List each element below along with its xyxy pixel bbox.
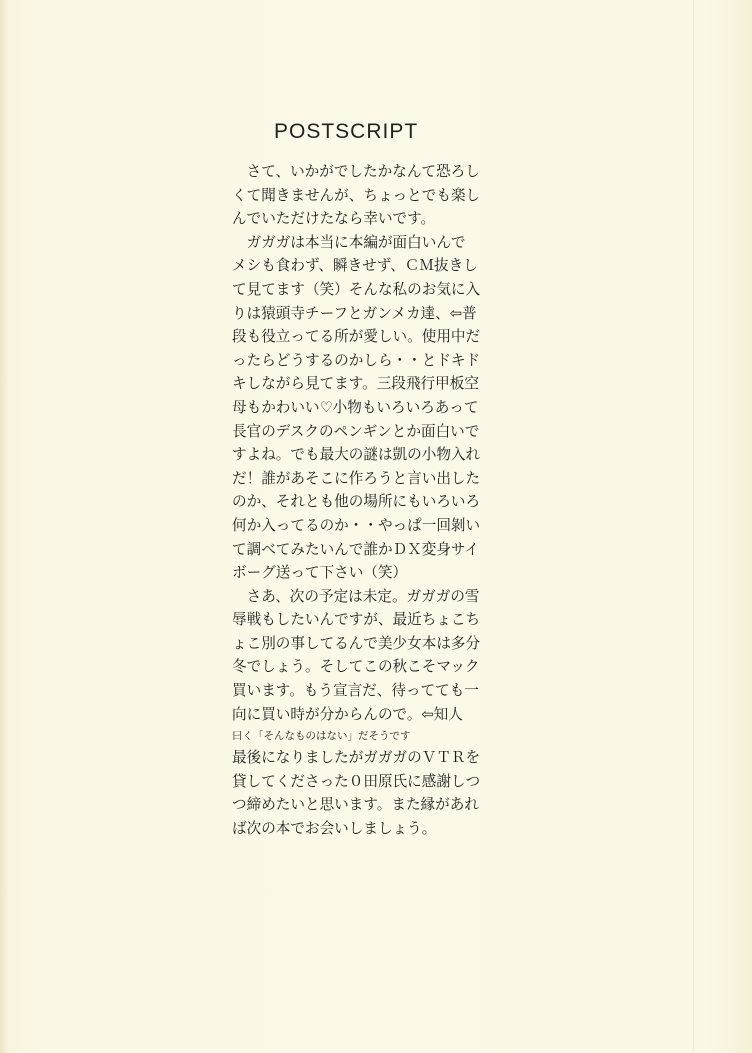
text-line: て見てます（笑）そんな私のお気に入 [232, 280, 481, 298]
text-line: のか、それとも他の場所にもいろいろ [232, 493, 481, 511]
side-note: 曰く「そんなものはない」だそうです [232, 730, 411, 743]
text-line: んでいただけたなら幸いです。 [232, 210, 436, 228]
text-line: ったらどうするのかしら・・とドキド [232, 351, 481, 369]
closing-line: 最後になりましたがガガガのＶＴＲを [232, 749, 481, 767]
text-line: すよね。でも最大の謎は凱の小物入れ [232, 446, 481, 464]
text-line: キしながら見てます。三段飛行甲板空 [232, 375, 479, 393]
text-line: 段も役立ってる所が愛しい。使用中だ [232, 328, 481, 346]
text-line: ょこ別の事してるんで美少女本は多分 [232, 634, 481, 652]
text-line: さて、いかがでしたかなんて恐ろし [232, 163, 480, 180]
text-line: メシも食わず、瞬きせず、ＣＭ抜きし [232, 257, 478, 275]
page-edge-shadow [0, 0, 8, 1053]
text-line: 何か入ってるのか・・やっぱ一回剝い [232, 516, 481, 534]
text-line: 向に買い時が分からんので。⇦知人 [232, 705, 463, 723]
page-title: POSTSCRIPT [274, 120, 419, 143]
text-line: て調べてみたいんで誰かＤＸ変身サイ [232, 540, 480, 558]
text-line: ボーグ送って下さい（笑） [232, 564, 408, 582]
closing-line: つ締めたいと思います。また縁があれ [232, 796, 479, 814]
closing-line: ば次の本でお会いしましょう。 [232, 820, 437, 838]
text-line: さあ、次の予定は未定。ガガガの雪 [232, 587, 480, 605]
text-line: りは猿頭寺チーフとガンメカ達、⇦普 [232, 304, 477, 322]
text-line: 長官のデスクのペンギンとか面白いで [232, 422, 480, 440]
text-line: 母もかわいい♡小物もいろいろあって [232, 398, 479, 416]
text-line: だ！誰があそこに作ろうと言い出した [232, 469, 481, 487]
text-line: 辱戦もしたいんですが、最近ちょこち [232, 611, 481, 629]
postscript-body [232, 160, 522, 841]
text-line: 冬でしょう。そしてこの秋こそマック [232, 658, 480, 676]
page-edge-line [693, 0, 694, 1053]
text-line: くて聞きませんが、ちょっとでも楽し [232, 186, 481, 204]
closing-line: 貸してくださった０田原氏に感謝しつ [232, 772, 481, 790]
text-line: ガガガは本当に本編が面白いんで [232, 233, 466, 251]
text-line: 買います。もう宣言だ、待ってても一 [232, 682, 479, 700]
